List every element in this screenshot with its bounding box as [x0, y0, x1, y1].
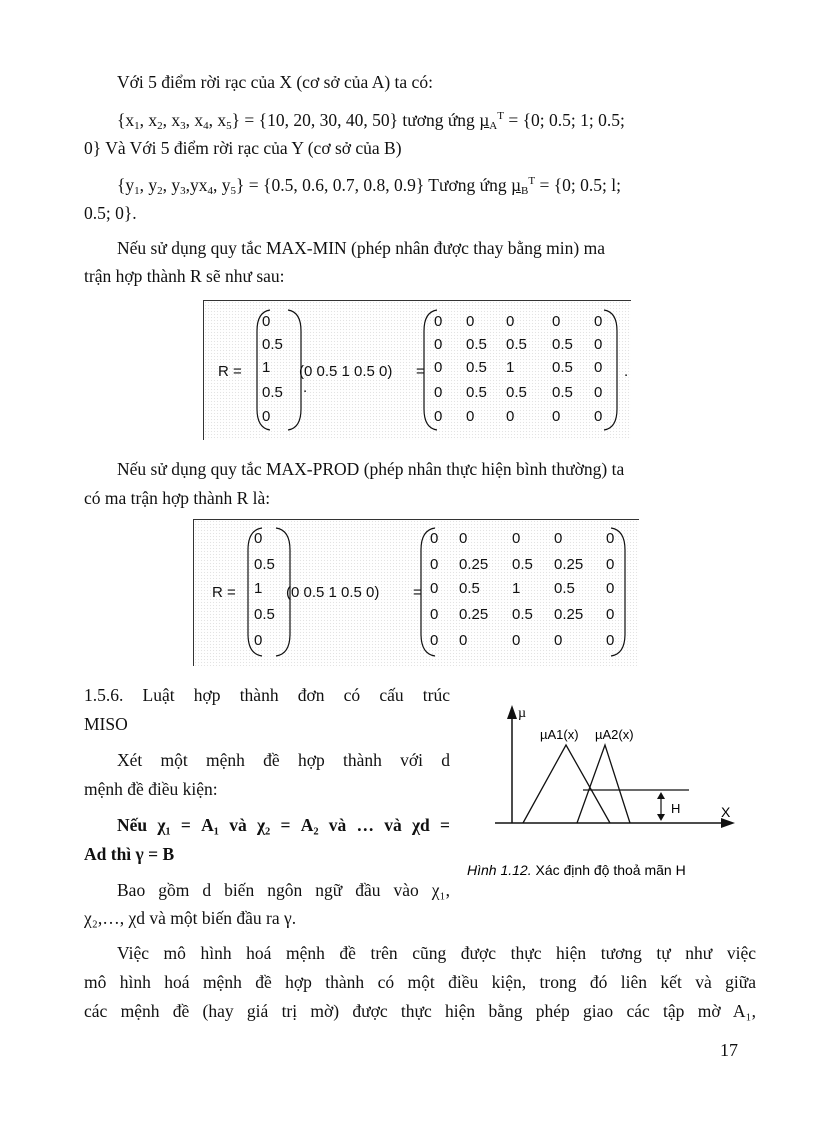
col-vector-cell: 0.5	[262, 336, 283, 353]
col-vector-cell: 1	[254, 580, 263, 597]
matrix-cell: 0	[506, 313, 515, 330]
col-vector-cell: 0	[262, 408, 271, 425]
para-6-cont: trận hợp thành R sẽ như sau:	[84, 266, 285, 286]
matrix-cell: 0	[552, 408, 561, 425]
matrix-cell: 0	[434, 336, 443, 353]
matrix-cell: 0	[554, 530, 563, 547]
para-4-cont: 0.5; 0}.	[84, 203, 137, 223]
row-vector: (0 0.5 1 0.5 0)	[299, 363, 393, 380]
para-6: Nếu sử dụng quy tắc MAX-MIN (phép nhân được thay bằng min) ma	[117, 238, 605, 258]
matrix-cell: 0.5	[506, 384, 527, 401]
para-10-cont-1: mô hình hoá mệnh đề hợp thành có một điều kiện, trong đó liên kết và giữa	[84, 972, 756, 992]
membership-a1	[523, 745, 610, 823]
matrix-cell: 0.5	[466, 384, 487, 401]
matrix-cell: 0	[606, 580, 615, 597]
matrix-cell: 0	[459, 530, 468, 547]
matrix-cell: 0	[430, 606, 439, 623]
matrix-cell: 0	[466, 313, 475, 330]
para-8-cont: mệnh đề điều kiện:	[84, 779, 218, 799]
matrix-cell: 0	[594, 384, 603, 401]
para-4: {$y_1$, $y_2$, $y_3,yx_4$, $y_5\} = \{0.5$, 0.6, 0.7, 0.8, 0.9} Tương ứng µ$_B^T$ = {0; 0.5; l;	[117, 175, 621, 197]
figure-1-12	[465, 695, 757, 885]
matrix-cell: 0.25	[554, 606, 584, 623]
mu-a2-label: µA2(x)	[595, 727, 634, 742]
para-7-cont: có ma trận hợp thành R là:	[84, 488, 271, 508]
section-heading-cont: MISO	[84, 714, 128, 734]
figure-caption: Hình 1.12. Xác định độ thoả mãn H	[467, 862, 686, 878]
y-axis-label: µ	[518, 706, 527, 721]
matrix-cell: 0	[606, 632, 615, 649]
para-1: Với 5 điểm rời rạc của X (cơ sở của A) ta có:	[117, 72, 433, 92]
matrix-cell: 0	[552, 313, 561, 330]
matrix-cell: 0.5	[552, 359, 573, 376]
matrix-cell: 0.5	[552, 336, 573, 353]
matrix-cell: 0.5	[512, 556, 533, 573]
para-8: Xét một mệnh đề hợp thành với d	[117, 750, 450, 770]
matrix-figure-max-min	[203, 300, 631, 440]
svg-text:.: .	[303, 379, 308, 396]
col-vector-cell: 0.5	[254, 556, 275, 573]
row-vector: (0 0.5 1 0.5 0)	[286, 584, 380, 601]
matrix-cell: 0	[512, 632, 521, 649]
mu-a-symbol: µ$_A$	[479, 110, 498, 132]
x-axis-label: X	[721, 804, 731, 820]
para-9-cont: χ₂,…, χd và một biến đầu ra γ.	[84, 908, 297, 928]
col-vector-cell: 0	[262, 313, 271, 330]
matrix-cell: 0	[606, 606, 615, 623]
matrix-cell: 0	[606, 556, 615, 573]
para-10: Việc mô hình hoá mệnh đề trên cũng được thực hiện tương tự như việc	[117, 943, 756, 963]
matrix-cell: 0.5	[466, 359, 487, 376]
matrix-cell: 0	[430, 556, 439, 573]
matrix-cell: 0.5	[554, 580, 575, 597]
para-10-cont-2: các mệnh đề (hay giá trị mờ) được thực hiện bằng phép giao các tập mờ A₁,	[84, 1001, 756, 1021]
matrix-cell: 0	[512, 530, 521, 547]
matrix-cell: 0	[594, 359, 603, 376]
matrix-equation-max-prod	[194, 520, 639, 666]
matrix-lhs: R =	[212, 584, 236, 601]
matrix-cell: 0.5	[512, 606, 533, 623]
para-2: {$x_1$, $x_2$, $x_3$, $x_4$, $x_5\} = \{10$, 20, 30, 40, 50} tương ứng µ$_A^T$ = {0; 0.5; 1; 0.5;	[117, 110, 625, 132]
matrix-cell: 0	[606, 530, 615, 547]
rule-line-2: Ad thì γ = B	[84, 844, 175, 864]
para-7: Nếu sử dụng quy tắc MAX-PROD (phép nhân thực hiện bình thường) ta	[117, 459, 625, 479]
mu-a1-label: µA1(x)	[540, 727, 579, 742]
matrix-cell: 0.5	[459, 580, 480, 597]
para-2-cont: 0} Và Với 5 điểm rời rạc của Y (cơ sở của B)	[84, 138, 402, 158]
matrix-cell: 0	[434, 313, 443, 330]
matrix-cell: 0	[430, 580, 439, 597]
matrix-cell: 0.25	[554, 556, 584, 573]
result-matrix-max-min	[434, 313, 602, 425]
h-label: H	[671, 801, 681, 816]
mu-b-symbol: µ$_B$	[510, 175, 529, 197]
matrix-cell: 0.25	[459, 606, 489, 623]
matrix-equation-max-min	[204, 301, 631, 440]
matrix-equals: =	[416, 363, 425, 380]
col-vector-cell: 0	[254, 530, 263, 547]
matrix-cell: 0	[506, 408, 515, 425]
matrix-cell: 0	[594, 408, 603, 425]
col-vector-cell: 0.5	[262, 384, 283, 401]
matrix-cell: 0	[434, 359, 443, 376]
section-heading: 1.5.6. Luật hợp thành đơn có cấu trúc	[84, 685, 450, 705]
matrix-cell: 0	[434, 384, 443, 401]
matrix-cell: 0.25	[459, 556, 489, 573]
matrix-cell: 0.5	[466, 336, 487, 353]
matrix-cell: 0.5	[506, 336, 527, 353]
col-vector-cell: 1	[262, 359, 271, 376]
matrix-equals: =	[413, 584, 422, 601]
para-9: Bao gồm d biến ngôn ngữ đầu vào χ₁,	[117, 880, 450, 900]
matrix-cell: 0	[434, 408, 443, 425]
matrix-figure-max-prod	[193, 519, 639, 666]
result-matrix-max-prod	[430, 530, 614, 649]
matrix-cell: 0	[459, 632, 468, 649]
matrix-cell: 0.5	[552, 384, 573, 401]
col-vector-cell: 0	[254, 632, 263, 649]
matrix-cell: 0	[594, 336, 603, 353]
matrix-cell: 0	[466, 408, 475, 425]
matrix-cell: 0	[554, 632, 563, 649]
matrix-cell: 0	[430, 632, 439, 649]
col-vector-cell: 0.5	[254, 606, 275, 623]
matrix-cell: 1	[512, 580, 521, 597]
matrix-cell: 1	[506, 359, 515, 376]
matrix-cell: 0	[430, 530, 439, 547]
matrix-lhs: R =	[218, 363, 242, 380]
page-number: 17	[720, 1040, 738, 1060]
svg-text:.: .	[624, 363, 629, 380]
rule-line-1: Nếu χ₁ = A₁ và χ₂ = A₂ và … và χd =	[117, 815, 450, 835]
matrix-cell: 0	[594, 313, 603, 330]
membership-diagram	[465, 695, 757, 885]
